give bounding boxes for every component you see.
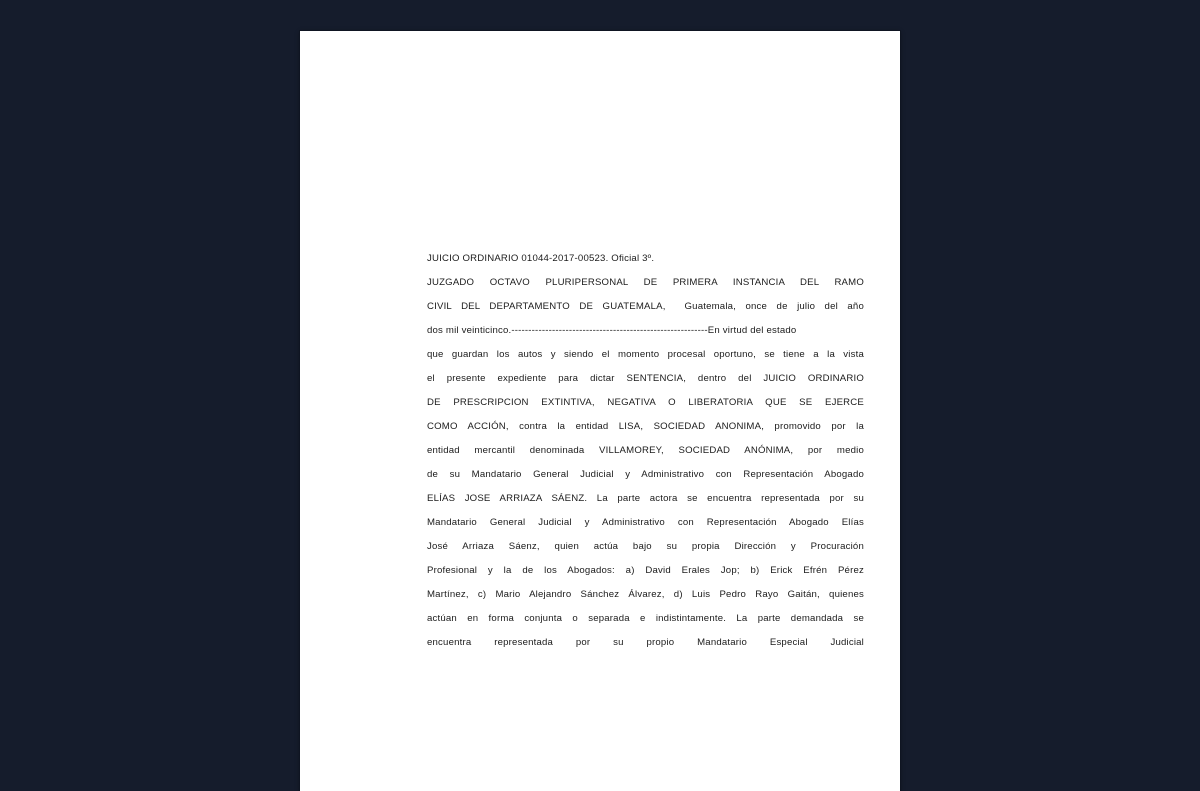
line-body-7: ELÍAS JOSE ARRIAZA SÁENZ. La parte actora se encuentra representada por su [427, 493, 864, 504]
line-body-10: Profesional y la de los Abogados: a) David Erales Jop; b) Erick Efrén Pérez [427, 565, 864, 576]
line-date-separator: dos mil veinticinco.----------------------------------------------------------En virtud del estado [427, 325, 797, 336]
line-body-12: actúan en forma conjunta o separada e indistintamente. La parte demandada se [427, 613, 864, 624]
line-court-1: JUZGADO OCTAVO PLURIPERSONAL DE PRIMERA INSTANCIA DEL RAMO [427, 277, 864, 288]
line-court-2: CIVIL DEL DEPARTAMENTO DE GUATEMALA, Guatemala, once de julio del año [427, 301, 864, 312]
line-body-3: DE PRESCRIPCION EXTINTIVA, NEGATIVA O LIBERATORIA QUE SE EJERCE [427, 397, 864, 408]
line-body-8: Mandatario General Judicial y Administrativo con Representación Abogado Elías [427, 517, 864, 528]
line-body-13-clipped: encuentra representada por su propio Mandatario Especial Judicial [427, 637, 864, 648]
line-body-4: COMO ACCIÓN, contra la entidad LISA, SOCIEDAD ANONIMA, promovido por la [427, 421, 864, 432]
line-body-11: Martínez, c) Mario Alejandro Sánchez Álvarez, d) Luis Pedro Rayo Gaitán, quienes [427, 589, 864, 600]
document-page-sheet [300, 31, 900, 791]
line-body-2: el presente expediente para dictar SENTENCIA, dentro del JUICIO ORDINARIO [427, 373, 864, 384]
document-text-body [427, 247, 864, 655]
line-case-header: JUICIO ORDINARIO 01044-2017-00523. Oficial 3º. [427, 253, 655, 264]
line-body-9: José Arriaza Sáenz, quien actúa bajo su propia Dirección y Procuración [427, 541, 864, 552]
line-body-5: entidad mercantil denominada VILLAMOREY, SOCIEDAD ANÓNIMA, por medio [427, 445, 864, 456]
line-body-6: de su Mandatario General Judicial y Administrativo con Representación Abogado [427, 469, 864, 480]
line-body-1: que guardan los autos y siendo el momento procesal oportuno, se tiene a la vista [427, 349, 864, 360]
